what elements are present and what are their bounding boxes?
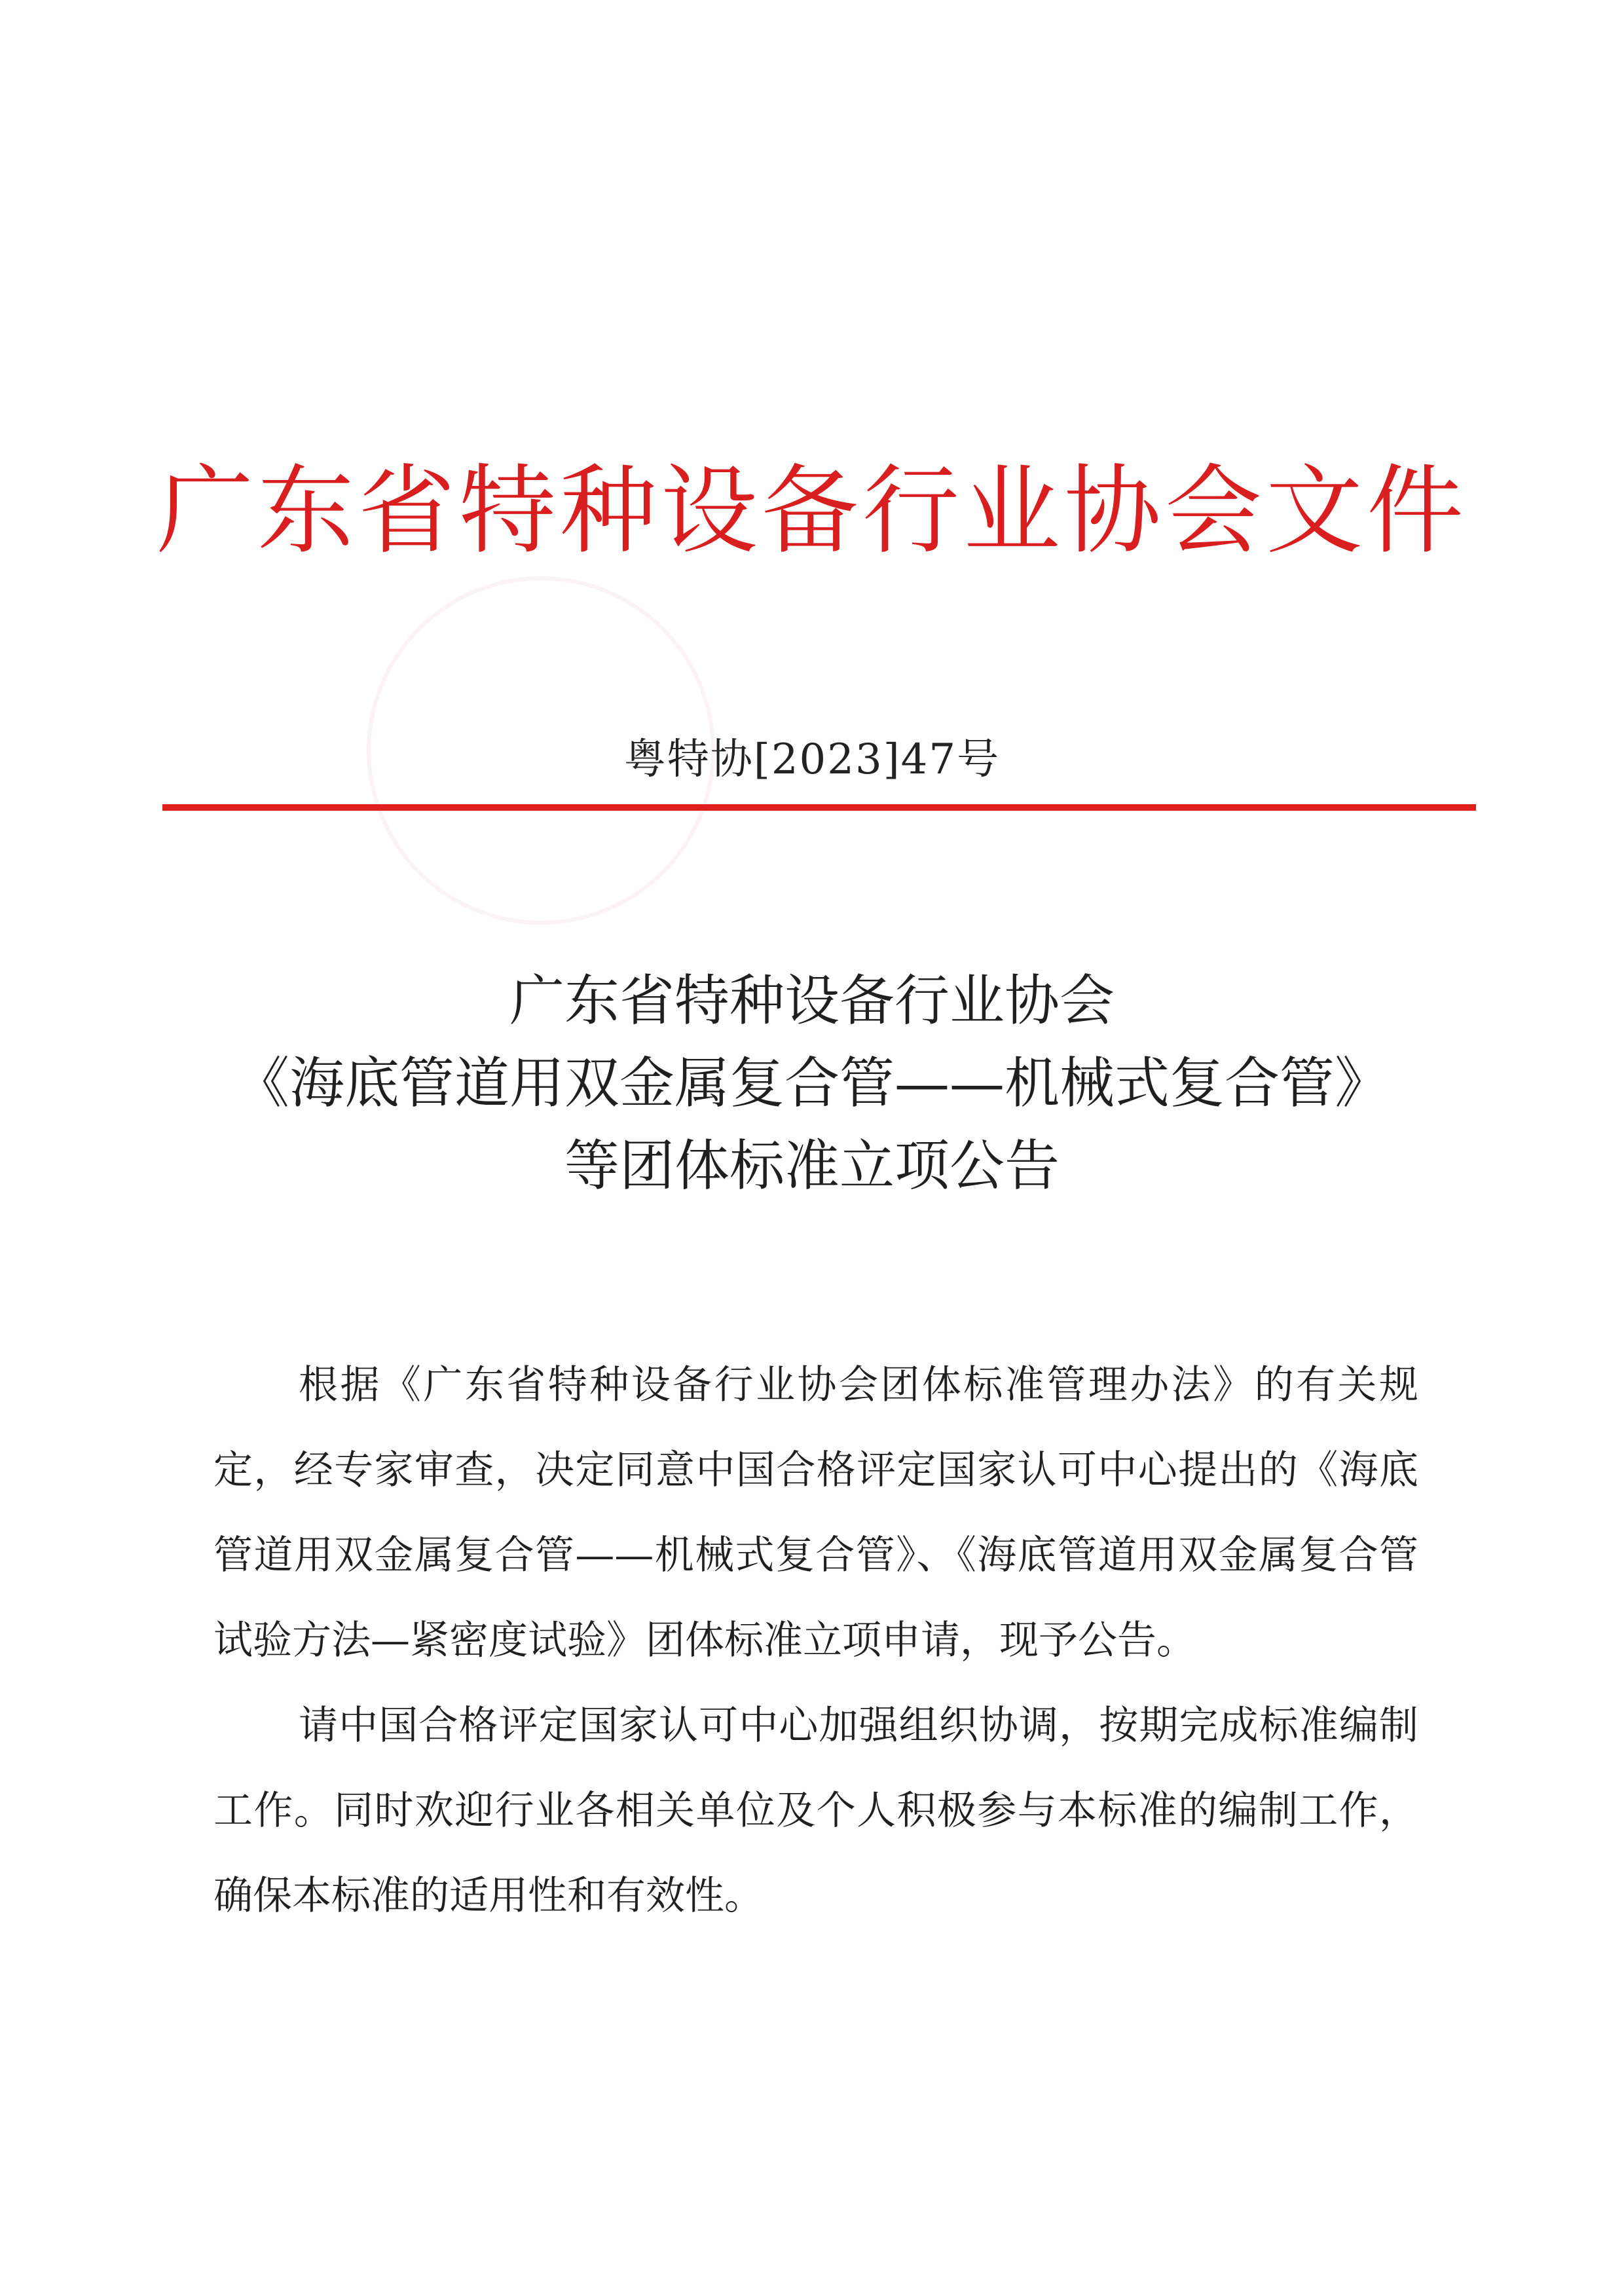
red-divider-line — [162, 804, 1476, 811]
document-body — [213, 1342, 1418, 1938]
org-file-title: 广东省特种设备行业协会文件 — [157, 454, 1467, 567]
body-paragraph-1: 根据《广东省特种设备行业协会团体标准管理办法》的有关规定，经专家审查，决定同意中国合格评定国家认可中心提出的《海底管道用双金属复合管——机械式复合管》、《海底管道用双金属复合管试验方法—紧密度试验》团体标准立项申请，现予公告。 — [213, 1362, 1418, 1663]
title-line-1: 广东省特种设备行业协会 — [509, 969, 1115, 1033]
document-number: 粤特协[2023]47号 — [623, 735, 1001, 784]
title-line-3: 等团体标准立项公告 — [564, 1134, 1060, 1198]
body-paragraph-2: 请中国合格评定国家认可中心加强组织协调，按期完成标准编制工作。同时欢迎行业各相关单位及个人积极参与本标准的编制工作，确保本标准的适用性和有效性。 — [213, 1703, 1418, 1919]
title-line-2: 《海底管道用双金属复合管——机械式复合管》 — [234, 1051, 1390, 1115]
document-title — [0, 959, 1624, 1207]
